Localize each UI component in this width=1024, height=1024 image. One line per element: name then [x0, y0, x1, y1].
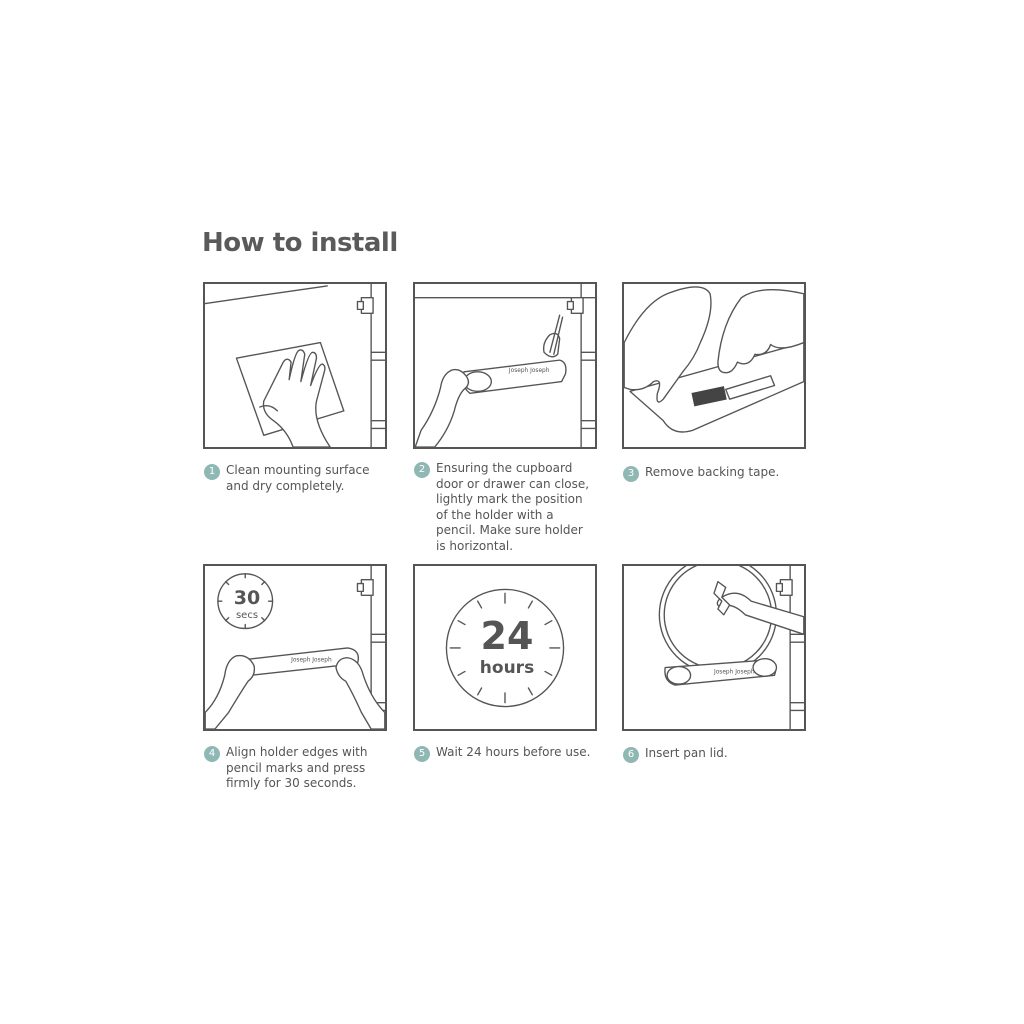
step-2-illustration: [413, 282, 597, 449]
step-number-badge: 3: [623, 466, 639, 482]
step-text: Clean mounting surface and dry completely.: [226, 463, 370, 493]
step-number-badge: 4: [204, 746, 220, 762]
step-number-badge: 6: [623, 747, 639, 763]
brand-label: Joseph Joseph: [714, 669, 755, 676]
step-number-badge: 1: [204, 464, 220, 480]
step-4-illustration: [203, 564, 387, 731]
step-text: Align holder edges with pencil marks and press firmly for 30 seconds.: [226, 745, 368, 790]
step-number-badge: 5: [414, 746, 430, 762]
step-text: Remove backing tape.: [645, 465, 780, 479]
step-text: Wait 24 hours before use.: [436, 745, 591, 759]
brand-label: Joseph Joseph: [508, 367, 550, 374]
step-text: Ensuring the cupboard door or drawer can close, lightly mark the position of the holder with a pencil. Make sure holder is horizontal.: [436, 461, 590, 553]
step-6-illustration: [622, 564, 806, 731]
timer-24-value: 24: [480, 614, 534, 658]
timer-30-value: 30: [233, 587, 261, 609]
step-number-badge: 2: [414, 462, 430, 478]
timer-30-unit: secs: [235, 610, 259, 621]
page-title: How to install: [202, 228, 398, 258]
step-5-illustration: [413, 564, 597, 731]
step-text: Insert pan lid.: [645, 746, 728, 760]
step-1-illustration: [203, 282, 387, 449]
brand-label: Joseph Joseph: [291, 657, 332, 664]
timer-24-unit: hours: [479, 658, 535, 678]
step-3-illustration: [622, 282, 806, 449]
